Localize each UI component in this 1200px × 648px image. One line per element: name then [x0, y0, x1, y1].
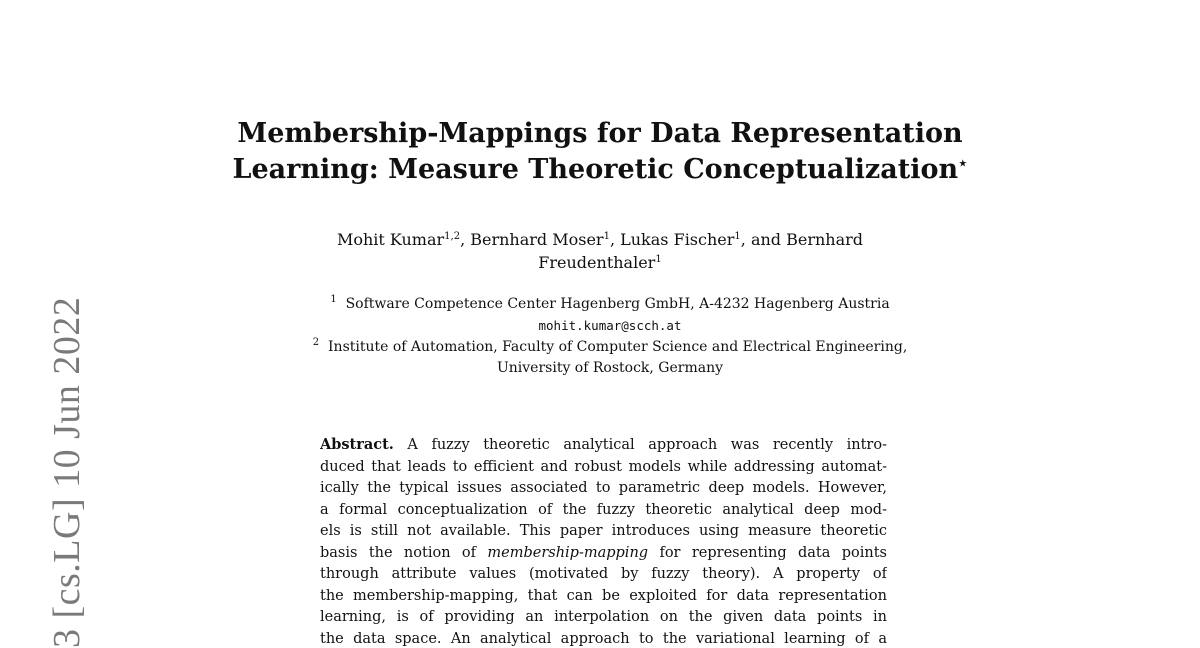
abstract-text: A fuzzy theoretic analytical approach was recently intro- [393, 437, 887, 453]
author-name: , Bernhard Moser [460, 230, 604, 249]
abstract-line: the data space. An analytical approach to the variational learning of a [320, 630, 887, 647]
author-name: Mohit Kumar [336, 230, 445, 249]
abstract-line [320, 543, 887, 565]
abstract-text: basis the notion of [320, 544, 488, 561]
abstract-label: Abstract. [320, 436, 394, 453]
abstract-text: for representing data points [648, 544, 887, 561]
affiliation-text: Institute of Automation, Faculty of Computer Science and Electrical Engineering, [328, 339, 908, 355]
affiliation-number: 1 [330, 294, 337, 305]
affiliation-text: University of Rostock, Germany [496, 360, 724, 376]
affiliation-text: Software Competence Center Hagenberg GmbH, A-4232 Hagenberg Austria [345, 296, 890, 312]
abstract-line: ically the typical issues associated to parametric deep models. However, [320, 480, 887, 496]
abstract-line: duced that leads to efficient and robust models while addressing automat- [320, 458, 887, 475]
paper-title [200, 116, 1000, 188]
abstract-line: learning, is of providing an interpolation on the given data points in [320, 609, 887, 625]
abstract-line: els is still not available. This paper introduces using measure theoretic [320, 523, 887, 539]
author-name: Freudenthaler [538, 253, 656, 272]
author-affiliation-mark: 1,2 [444, 231, 461, 242]
author-affiliation-mark: 1 [603, 231, 610, 242]
abstract-line: through attribute values (motivated by fuzzy theory). A property of [320, 566, 887, 582]
title-footnote-mark: ⋆ [958, 154, 968, 172]
title-line-1: Membership-Mappings for Data Representation [237, 118, 963, 149]
arxiv-sidebar-stamp: 3 [cs.LG] 10 Jun 2022 [46, 296, 88, 648]
affiliation-1 [270, 294, 950, 337]
author-list [300, 228, 900, 274]
abstract-line: the membership-mapping, that can be exploited for data representation [320, 587, 887, 604]
author-name: , Lukas Fischer [609, 230, 735, 249]
abstract-emphasis: membership-mapping [487, 544, 649, 561]
abstract-line: a formal conceptualization of the fuzzy theoretic analytical deep mod- [320, 501, 887, 518]
abstract-line [320, 434, 887, 457]
title-line-2: Learning: Measure Theoretic Conceptualization [232, 154, 959, 185]
author-affiliation-mark: 1 [655, 254, 662, 265]
author-email: mohit.kumar@scch.at [538, 318, 682, 333]
author-affiliation-mark: 1 [734, 231, 741, 242]
affiliation-number: 2 [312, 337, 320, 348]
affiliation-2 [270, 337, 950, 379]
author-name: , and Bernhard [740, 230, 864, 249]
abstract [320, 434, 887, 648]
